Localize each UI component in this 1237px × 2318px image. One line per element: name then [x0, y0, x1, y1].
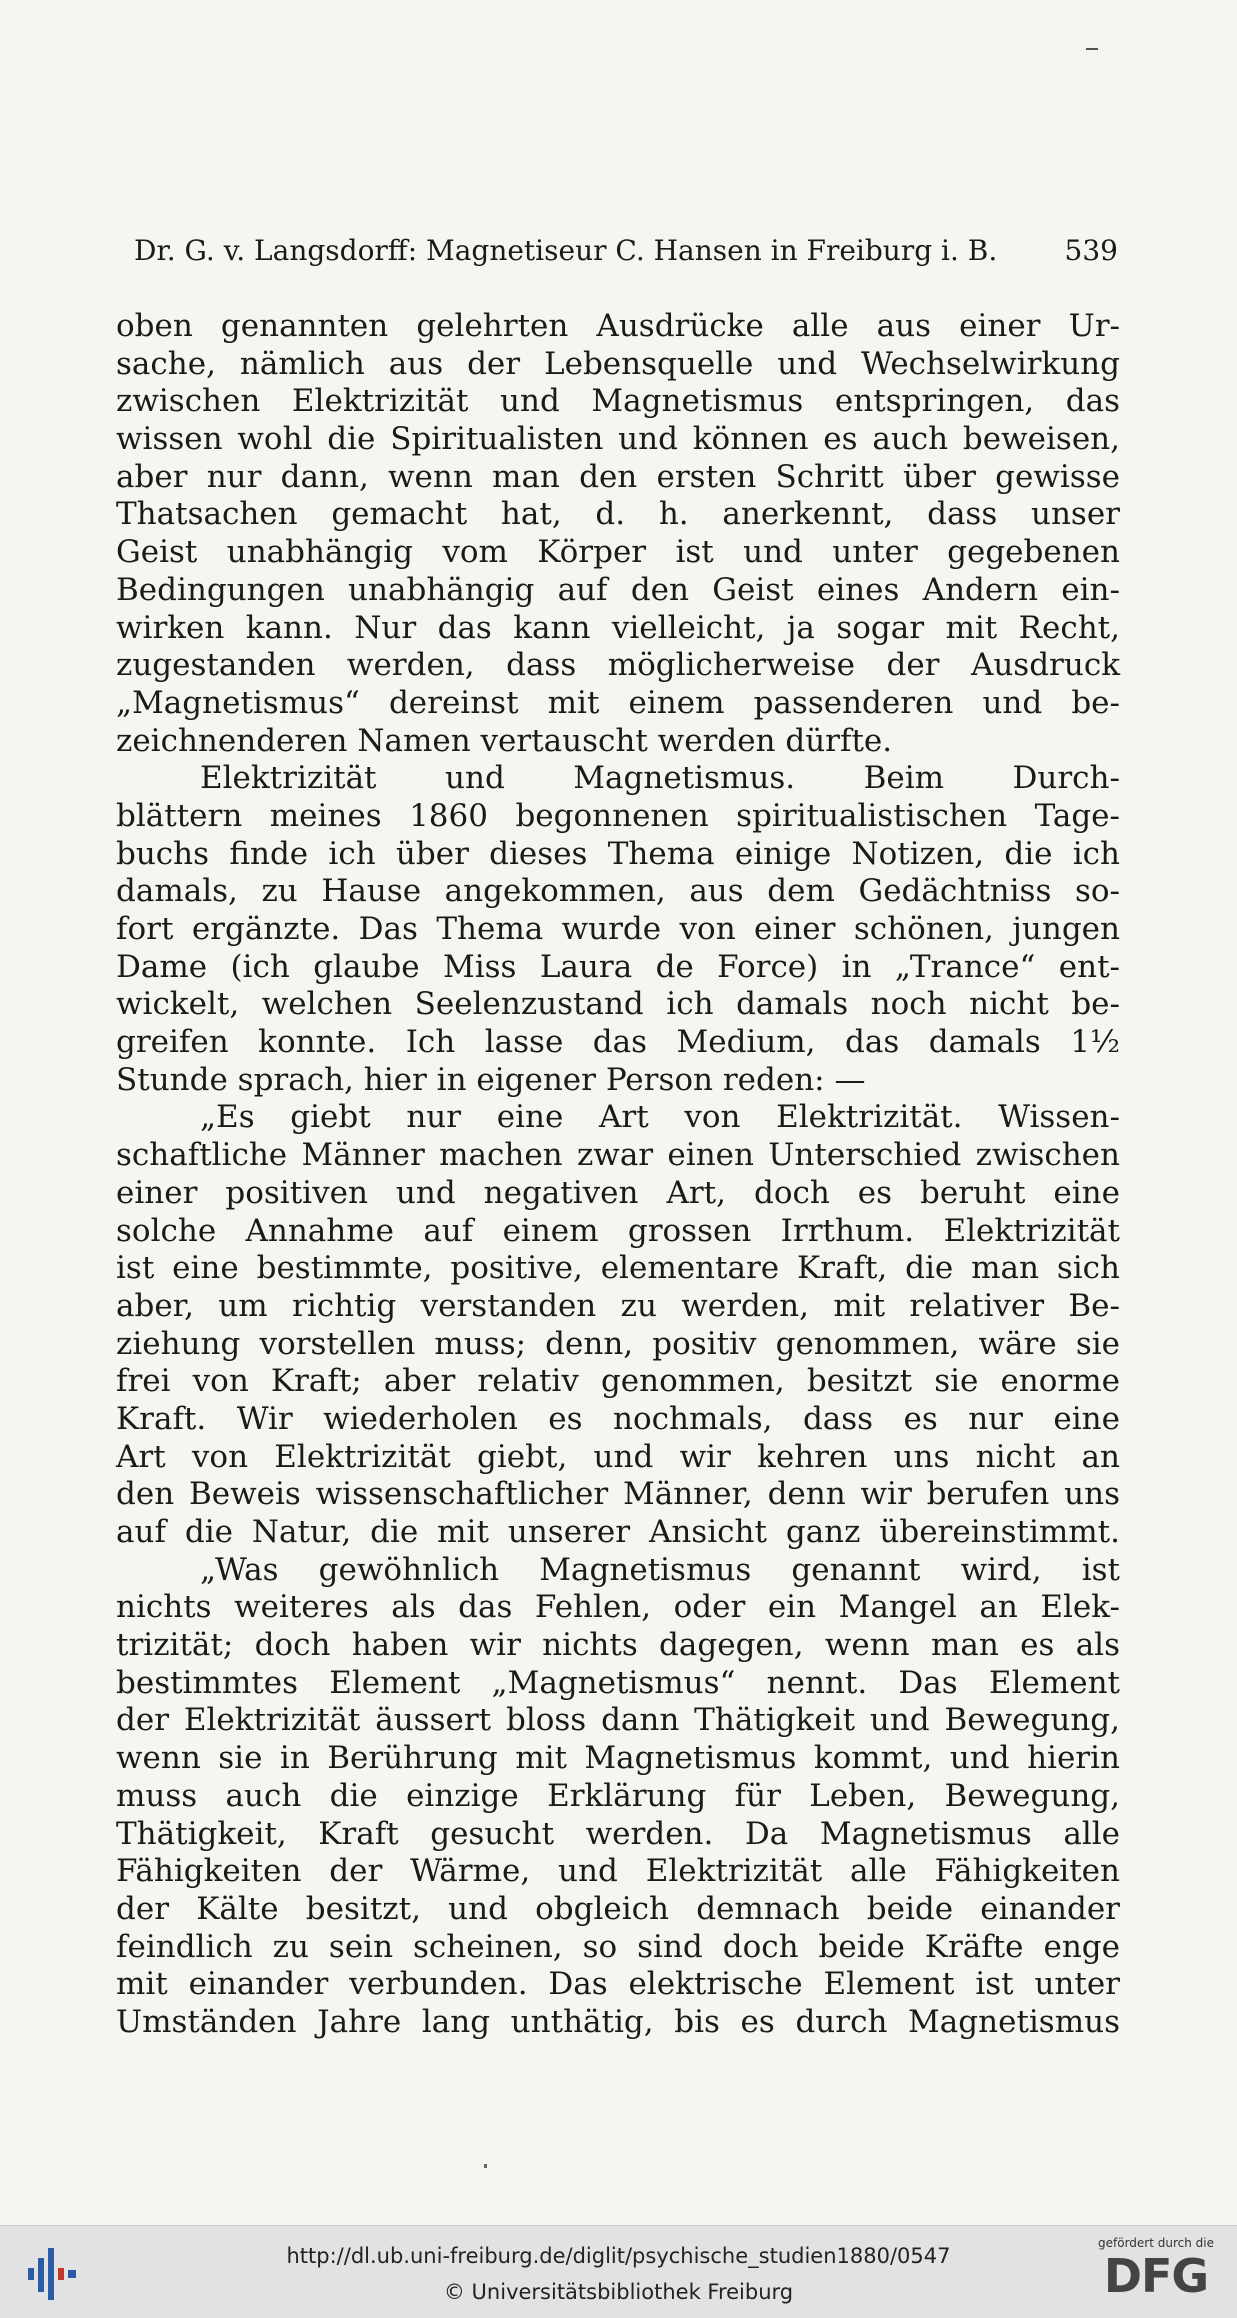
text-line: auf die Natur, die mit unserer Ansicht ganz übereinstimmt. — [116, 1514, 1120, 1550]
quote-start-line: „Was gewöhnlich Magnetismus genannt wird, ist — [200, 1551, 1120, 1588]
text-line: der Kälte besitzt, und obgleich demnach beide einander — [116, 1890, 1120, 1927]
text-line: aber nur dann, wenn man den ersten Schritt über gewisse — [116, 458, 1120, 495]
text-line: schaftliche Männer machen zwar einen Unterschied zwischen — [116, 1137, 1120, 1174]
text-line: greifen konnte. Ich lasse das Medium, das damals 1½ — [116, 1024, 1120, 1061]
text-line: muss auch die einzige Erklärung für Leben, Bewegung, — [116, 1777, 1120, 1814]
text-line: Umständen Jahre lang unthätig, bis es durch Magnetismus — [116, 2003, 1120, 2040]
source-url-link[interactable]: http://dl.ub.uni-freiburg.de/diglit/psychische_studien1880/0547 — [286, 2244, 951, 2268]
text-line: solche Annahme auf einem grossen Irrthum. Elektrizität — [116, 1212, 1120, 1249]
text-line: ist eine bestimmte, positive, elementare Kraft, die man sich — [116, 1250, 1120, 1287]
text-line: zugestanden werden, dass möglicherweise der Ausdruck — [116, 647, 1120, 684]
text-line: wirken kann. Nur das kann vielleicht, ja sogar mit Recht, — [116, 609, 1120, 646]
text-line: wissen wohl die Spiritualisten und können es auch beweisen, — [116, 421, 1120, 458]
text-line: Fähigkeiten der Wärme, und Elektrizität alle Fähigkeiten — [116, 1853, 1120, 1890]
text-line: sache, nämlich aus der Lebensquelle und Wechselwirkung — [116, 345, 1120, 382]
text-line: frei von Kraft; aber relativ genommen, besitzt sie enorme — [116, 1363, 1120, 1400]
text-line: „Magnetismus“ dereinst mit einem passenderen und be- — [116, 684, 1120, 721]
text-line: Thatsachen gemacht hat, d. h. anerkennt, dass unser — [116, 496, 1120, 533]
dfg-wordmark: DFG — [1103, 2249, 1209, 2303]
page-number: 539 — [1064, 234, 1118, 267]
text-line: der Elektrizität äussert bloss dann Thätigkeit und Bewegung, — [116, 1702, 1120, 1739]
text-line: bestimmtes Element „Magnetismus“ nennt. Das Element — [116, 1664, 1120, 1701]
text-line: aber, um richtig verstanden zu werden, mit relativer Be- — [116, 1287, 1120, 1324]
viewer-footer — [0, 2225, 1237, 2318]
text-line: den Beweis wissenschaftlicher Männer, denn wir berufen uns — [116, 1476, 1120, 1513]
text-line: Dame (ich glaube Miss Laura de Force) in „Trance“ ent- — [116, 948, 1120, 985]
dfg-caption: gefördert durch die — [1098, 2236, 1214, 2250]
running-title: Dr. G. v. Langsdorff: Magnetiseur C. Hansen in Freiburg i. B. — [134, 234, 998, 267]
running-header — [134, 234, 1118, 278]
text-line: oben genannten gelehrten Ausdrücke alle aus einer Ur- — [116, 308, 1120, 344]
text-line: fort ergänzte. Das Thema wurde von einer schönen, jungen — [116, 911, 1120, 947]
quote-start-line: „Es giebt nur eine Art von Elektrizität. Wissen- — [200, 1099, 1120, 1136]
text-line: nichts weiteres als das Fehlen, oder ein Mangel an Elek- — [116, 1589, 1120, 1626]
stray-mark — [484, 2164, 487, 2168]
text-line: wenn sie in Berührung mit Magnetismus kommt, und hierin — [116, 1740, 1120, 1777]
text-line: einer positiven und negativen Art, doch es beruht eine — [116, 1174, 1120, 1211]
text-line: mit einander verbunden. Das elektrische Element ist unter — [116, 1966, 1120, 2003]
text-line: buchs finde ich über dieses Thema einige Notizen, die ich — [116, 835, 1120, 872]
text-line: Kraft. Wir wiederholen es nochmals, dass es nur eine — [116, 1400, 1120, 1437]
text-line: Art von Elektrizität giebt, und wir kehren uns nicht an — [116, 1438, 1120, 1475]
text-line: damals, zu Hause angekommen, aus dem Gedächtniss so- — [116, 873, 1120, 910]
body-text — [116, 308, 1120, 2042]
text-line: zeichnenderen Namen vertauscht werden dürfte. — [116, 722, 893, 759]
text-line: wickelt, welchen Seelenzustand ich damals noch nicht be- — [116, 986, 1120, 1023]
text-line: zwischen Elektrizität und Magnetismus entspringen, das — [116, 383, 1120, 420]
text-line: blättern meines 1860 begonnenen spiritualistischen Tage- — [116, 797, 1120, 834]
text-line: Geist unabhängig vom Körper ist und unter gegebenen — [116, 534, 1120, 571]
text-line: trizität; doch haben wir nichts dagegen, wenn man es als — [116, 1627, 1120, 1664]
text-line: ziehung vorstellen muss; denn, positiv genommen, wäre sie — [116, 1325, 1120, 1362]
copyright-text: © Universitätsbibliothek Freiburg — [443, 2280, 794, 2304]
dfg-logo[interactable] — [1088, 2236, 1224, 2314]
text-line: feindlich zu sein scheinen, so sind doch beide Kräfte enge — [116, 1928, 1120, 1965]
text-line: Bedingungen unabhängig auf den Geist eines Andern ein- — [116, 571, 1120, 608]
corner-mark — [1086, 48, 1098, 50]
text-line: Thätigkeit, Kraft gesucht werden. Da Magnetismus alle — [116, 1815, 1120, 1852]
section-heading-line: Elektrizität und Magnetismus. Beim Durch- — [200, 760, 1120, 797]
text-line: Stunde sprach, hier in eigener Person reden: — — [116, 1061, 866, 1098]
